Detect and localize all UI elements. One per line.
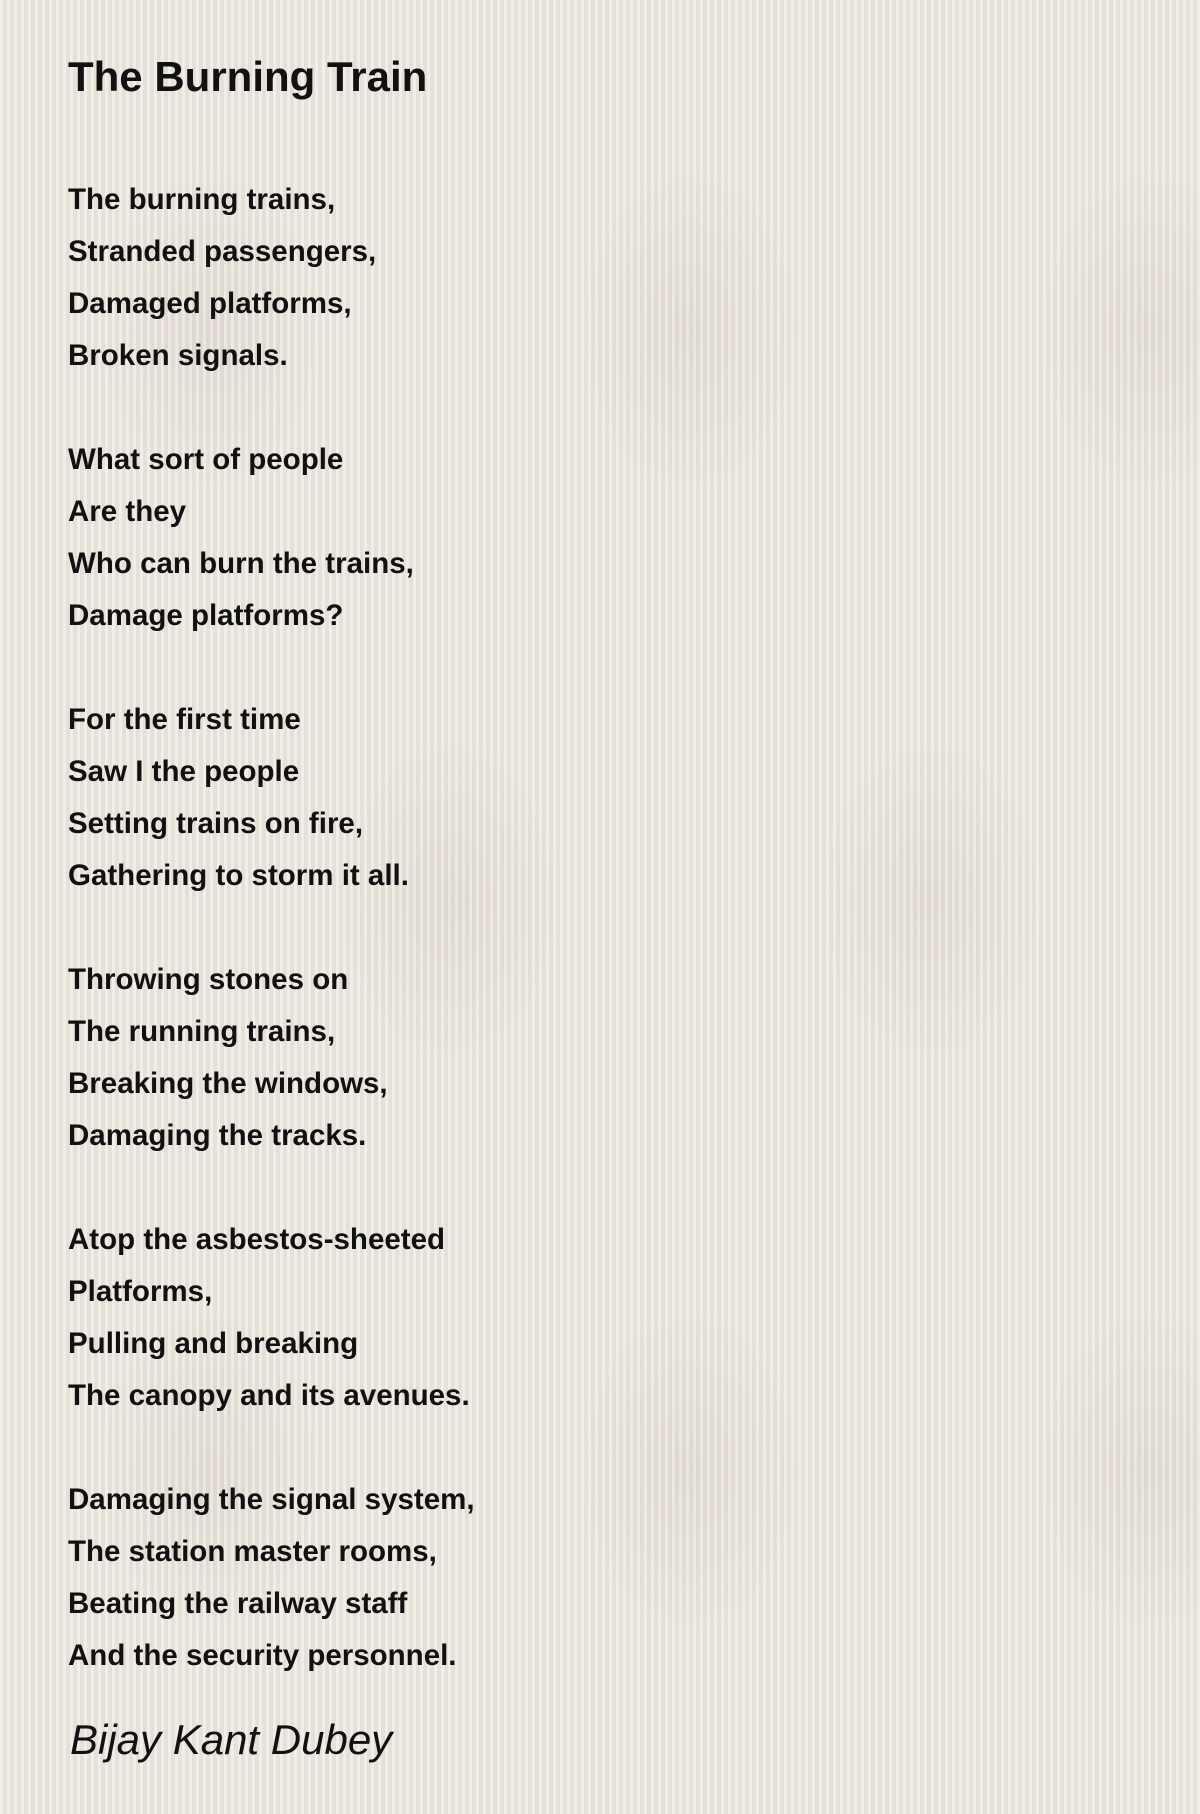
poem-container: [68, 44, 1148, 1734]
poem-line: For the first time: [68, 703, 301, 736]
poem-author: Bijay Kant Dubey: [70, 1716, 393, 1763]
poem-line: Breaking the windows,: [68, 1067, 388, 1100]
stanza-6: [68, 1474, 1148, 1682]
poem-line: Setting trains on fire,: [68, 807, 364, 840]
poem-line: Are they: [68, 495, 187, 528]
poem-line: Stranded passengers,: [68, 235, 377, 268]
stanza-3: [68, 694, 1148, 902]
poem-body: [68, 174, 1148, 1682]
poem-line: Broken signals.: [68, 339, 288, 372]
poem-line: The canopy and its avenues.: [68, 1379, 470, 1412]
stanza-4: [68, 954, 1148, 1162]
poem-line: Throwing stones on: [68, 963, 349, 996]
poem-line: Who can burn the trains,: [68, 547, 414, 580]
poem-line: Atop the asbestos-sheeted: [68, 1223, 446, 1256]
stanza-5: [68, 1214, 1148, 1422]
poem-line: Damaged platforms,: [68, 287, 352, 320]
poem-line: The station master rooms,: [68, 1535, 437, 1568]
poem-line: Pulling and breaking: [68, 1327, 359, 1360]
poem-line: The burning trains,: [68, 183, 336, 216]
poem-line: Damage platforms?: [68, 599, 344, 632]
poem-line: Damaging the tracks.: [68, 1119, 367, 1152]
poem-line: Saw I the people: [68, 755, 300, 788]
stanza-1: [68, 174, 1148, 382]
poem-title: The Burning Train: [68, 53, 428, 100]
poem-line: And the security personnel.: [68, 1639, 457, 1672]
poem-line: What sort of people: [68, 443, 344, 476]
poem-line: Platforms,: [68, 1275, 213, 1308]
poem-line: Gathering to storm it all.: [68, 859, 409, 892]
poem-line: The running trains,: [68, 1015, 336, 1048]
poem-line: Beating the railway staff: [68, 1587, 408, 1620]
stanza-2: [68, 434, 1148, 642]
poem-line: Damaging the signal system,: [68, 1483, 475, 1516]
